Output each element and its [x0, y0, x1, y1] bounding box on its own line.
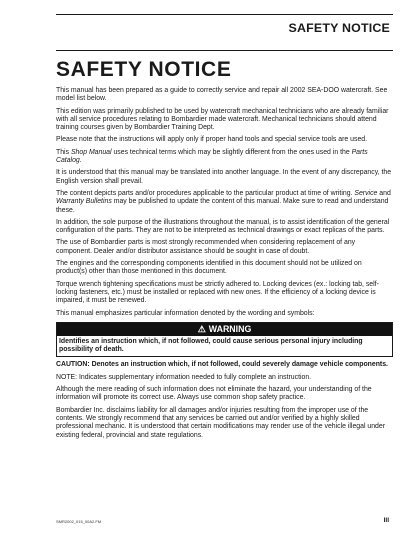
paragraph-tools: Please note that the instructions will apply only if proper hand tools and special service tools are used.	[56, 136, 368, 144]
warning-header	[57, 323, 392, 336]
warning-triangle-icon: ⚠	[197, 323, 206, 334]
header-rule	[56, 14, 393, 15]
paragraph-terms: This Shop Manual uses technical terms which may be slightly different from the ones used in the Parts Catalog.	[56, 148, 368, 165]
warning-text: Identifies an instruction which, if not followed, could cause serious personal injury including possibility of death.	[59, 337, 363, 354]
footer-page-number: III	[383, 517, 389, 524]
caution-text: Denotes an instruction which, if not followed, could severely damage vehicle components.	[89, 361, 388, 369]
note-text: Indicates supplementary information needed to fully complete an instruction.	[77, 373, 312, 381]
caution-paragraph	[56, 361, 393, 369]
caution-label: CAUTION:	[56, 361, 90, 369]
paragraph-torque: Torque wrench tightening specifications must be strictly adhered to. Locking devices (ex.: locking tab, self-locking fasteners, etc.) must be installed or replaced with new ones. If the efficiency of a locking device is impaired, it must be renewed.	[56, 280, 379, 305]
body-content	[56, 87, 393, 444]
paragraph-edition: This edition was primarily published to be used by watercraft mechanical technicians who are already familiar with all service procedures relating to Bombardier made watercraft. Mechanical technicians should attend training courses given by Bombardier Training Dept.	[56, 107, 389, 132]
warning-box	[56, 322, 393, 358]
paragraph-intro: This manual has been prepared as a guide to correctly service and repair all 2002 SEA-DOO watercraft. See model list below.	[56, 87, 388, 103]
paragraph-closing-liability: Bombardier Inc. disclaims liability for all damages and/or injuries resulting from the improper use of the contents. We strongly recommend that any services be carried out and/or verified by a highly skilled professional mechanic. It is understood that certain modifications may render use of the vehicle illegal under existing federal, provincial and state regulations.	[56, 406, 386, 439]
paragraph-illustrations: In addition, the sole purpose of the illustrations throughout the manual, is to assist identification of the general configuration of the parts. They are not to be interpreted as technical drawings or exact replicas of the parts.	[56, 218, 390, 235]
paragraph-translation: It is understood that this manual may be translated into another language. In the event of any discrepancy, the English version shall prevail.	[56, 169, 392, 185]
note-paragraph	[56, 374, 393, 382]
title-rule	[56, 50, 393, 51]
header-section-title: SAFETY NOTICE	[288, 21, 390, 35]
paragraph-parts: The use of Bombardier parts is most strongly recommended when considering replacement of any component. Dealer and/or distributor assistance should be sought in case of doubt.	[56, 239, 356, 255]
footer-doc-code: SMR2002_015_00A2.FM	[56, 519, 102, 524]
note-label: NOTE:	[56, 373, 78, 381]
warning-label: WARNING	[208, 323, 252, 334]
paragraph-emphasis: This manual emphasizes particular information denoted by the wording and symbols:	[56, 309, 315, 317]
page-title: SAFETY NOTICE	[56, 58, 232, 81]
paragraph-engines: The engines and the corresponding components identified in this document should not be utilized on product(s) other than those mentioned in this document.	[56, 260, 362, 276]
paragraph-content: The content depicts parts and/or procedures applicable to the particular product at time of writing. Service and Warranty Bulletins may be published to update the content of this manual. Make sure to read and understand these.	[56, 189, 391, 214]
paragraph-closing-hazard: Although the mere reading of such information does not eliminate the hazard, your understanding of the information will promote its correct use. Always use common shop safety practice.	[56, 386, 372, 402]
